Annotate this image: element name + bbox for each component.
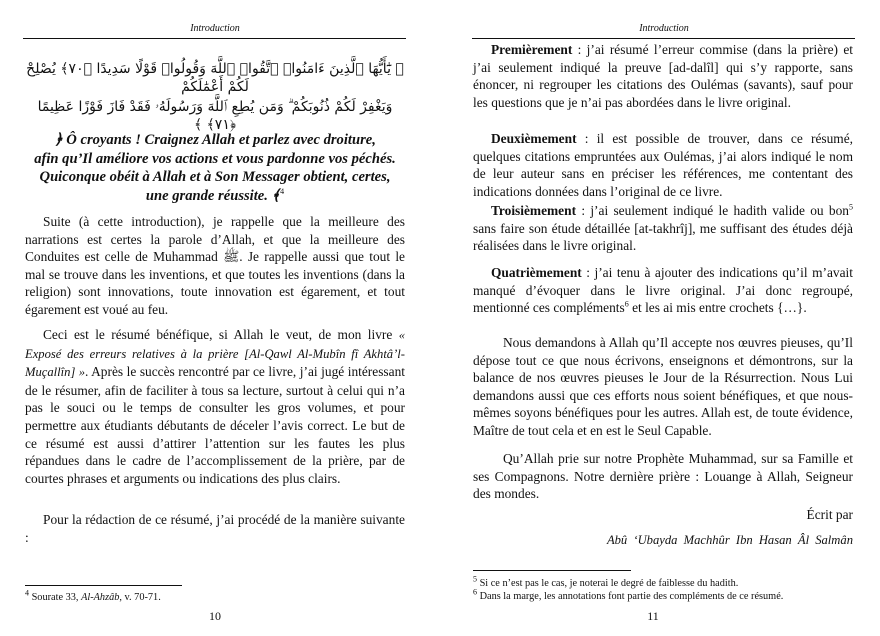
quran-verse-line-1: ﴿ يَٰٓأَيُّهَا ٱلَّذِينَ ءَامَنُوا۟ ٱتَّقُوا۟ ٱللَّهَ وَقُولُوا۟ قَوْلًا سَدِيدًا ﴿٧٠﴾ يُصْلِحْ لَكُمْ أَعْمَٰلَكُمْ: [26, 61, 404, 95]
footnote-number: 5: [473, 574, 477, 584]
paragraph: Pour la rédaction de ce résumé, j’ai procédé de la manière suivante :: [25, 512, 405, 545]
footnote-number: 6: [473, 587, 477, 597]
verse-translation: [25, 131, 405, 205]
item-label: Deuxièmement: [491, 131, 577, 146]
right-page: [440, 0, 870, 636]
running-header: Introduction: [639, 23, 689, 34]
page-number: 11: [647, 609, 659, 623]
paragraph-fourth: Quatrièmement : j’ai tenu à ajouter des indications qu’il m’avait manqué d’évoquer dans le livre original. J’ai donc regroupé, mentionné ces compléments$^6$ et les ai mis entre crochets {…}.: [473, 265, 853, 316]
left-page: [0, 0, 430, 636]
paragraph: Qu’Allah prie sur notre Prophète Muhammad, sur sa Famille et ses Compagnons. Notre dernière prière : Louange à Allah, Seigneur des mondes.: [473, 451, 853, 502]
verse-line: Quiconque obéit à Allah et à Son Messager obtient, certes,: [39, 169, 391, 185]
footnote-rule: [25, 585, 182, 586]
footnote: $^5$ Si ce n’est pas le cas, je noterai le degré de faiblesse du hadith.: [473, 574, 739, 589]
paragraph: Suite (à cette introduction), je rappelle que la meilleure des narrations est certes la parole d’Allah, et que la meilleure des Conduites est celle de Muhammad ﷺ. Je rappelle aussi que tout le mal se trouve dans les inventions, et que toutes les inventions (dans la religion) sont innovations, toute innovation est égarement, et tout égarement est voué au feu.: [25, 214, 405, 317]
header-rule: [23, 38, 406, 39]
paragraph-first: Premièrement : j’ai résumé l’erreur commise (dans la prière) et j’ai seulement indiqué la preuve [ad-dalîl] qui s’y rapporte, sans énoncer, ni regrouper les citations des Oulémas (savants), sauf pour les questions que je n’ai pas abordées dans le livre original.: [473, 42, 853, 110]
paragraph-third: Troisièmement : j’ai seulement indiqué le hadith valide ou bon$^5$ sans faire son étude détaillée [at-takhrîj], me suffisant des études déjà réalisées dans le livre original.: [473, 202, 853, 254]
footnote-ref[interactable]: 6: [624, 299, 629, 309]
book-title: « Exposé des erreurs relatives à la prière [Al-Qawl Al-Mubîn fî Akhtâ’l-Muçallîn] »: [25, 328, 405, 380]
footnote-number: 4: [25, 588, 29, 598]
verse-line: une grande réussite. ﴾$^4$: [145, 186, 285, 204]
header-rule: [472, 38, 855, 39]
signed-by: Écrit par: [806, 507, 853, 522]
footnote: $^4$ Sourate 33, Al-Ahzâb, v. 70-71.: [25, 588, 161, 603]
item-label: Premièrement: [491, 42, 573, 57]
quran-verse-line-2: وَيَغْفِرْ لَكُمْ ذُنُوبَكُمْ ۗ وَمَن يُطِعِ ٱللَّهَ وَرَسُولَهُۥ فَقَدْ فَازَ فَوْزًا عَظِيمًا ﴿٧١﴾ ﴾: [37, 99, 393, 133]
verse-line: ﴿ Ô croyants ! Craignez Allah et parlez avec droiture,: [54, 132, 376, 148]
footnote-rule: [473, 570, 631, 571]
footnote-ref[interactable]: 5: [849, 202, 853, 212]
page-number: 10: [209, 609, 221, 623]
running-header: Introduction: [190, 23, 240, 34]
item-label: Troisièmement: [491, 203, 577, 218]
paragraph: Nous demandons à Allah qu’Il accepte nos œuvres pieuses, qu’Il dépose tout ce que nous écrivons, enseignons et démontrons, sur la balance de nos œuvres pieuses le Jour de la Résurrection. Nous Lui demandons aussi que ces efforts nous soient bénéfiques, et que nous-mêmes soyons bénéfiques pour les autres. Allah est, de toute évidence, Maître de tout cela et en est le Seul Capable.: [473, 335, 853, 438]
paragraph-second: Deuxièmement : il est possible de trouver, dans ce résumé, quelques citations empruntées aux Oulémas, j’ai alors indiqué le nom de leur auteur sans en préciser les références, me contentant des indications données dans l’original de ce livre.: [473, 131, 853, 199]
author-name: Abû ‘Ubayda Machhûr Ibn Hasan Âl Salmân: [606, 533, 853, 547]
footnote: $^6$ Dans la marge, les annotations font partie des compléments de ce résumé.: [473, 587, 784, 602]
item-label: Quatrièmement: [491, 265, 582, 280]
footnote-ref[interactable]: 4: [280, 186, 285, 196]
verse-line: afin qu’Il améliore vos actions et vous pardonne vos péchés.: [34, 150, 396, 167]
paragraph: Ceci est le résumé bénéfique, si Allah le veut, de mon livre « Exposé des erreurs relatives à la prière [Al-Qawl Al-Mubîn fî Akhtâ’l-Muçallîn] ». Après le succès rencontré par ce livre, j’ai jugé intéressant de le résumer, afin de faciliter à tous sa lecture, surtout à celui qui n’a pas le souci ou le temps de consulter les gros volumes, et pour permettre aux étudiants débutants de déceler l’avis correct. Le but de ce résumé est aussi d’attirer l’attention sur les fautes les plus répandues dans le cadre de l’accomplissement de la prière, par de courtes phrases et arguments ou indications des plus clairs.: [25, 327, 405, 486]
